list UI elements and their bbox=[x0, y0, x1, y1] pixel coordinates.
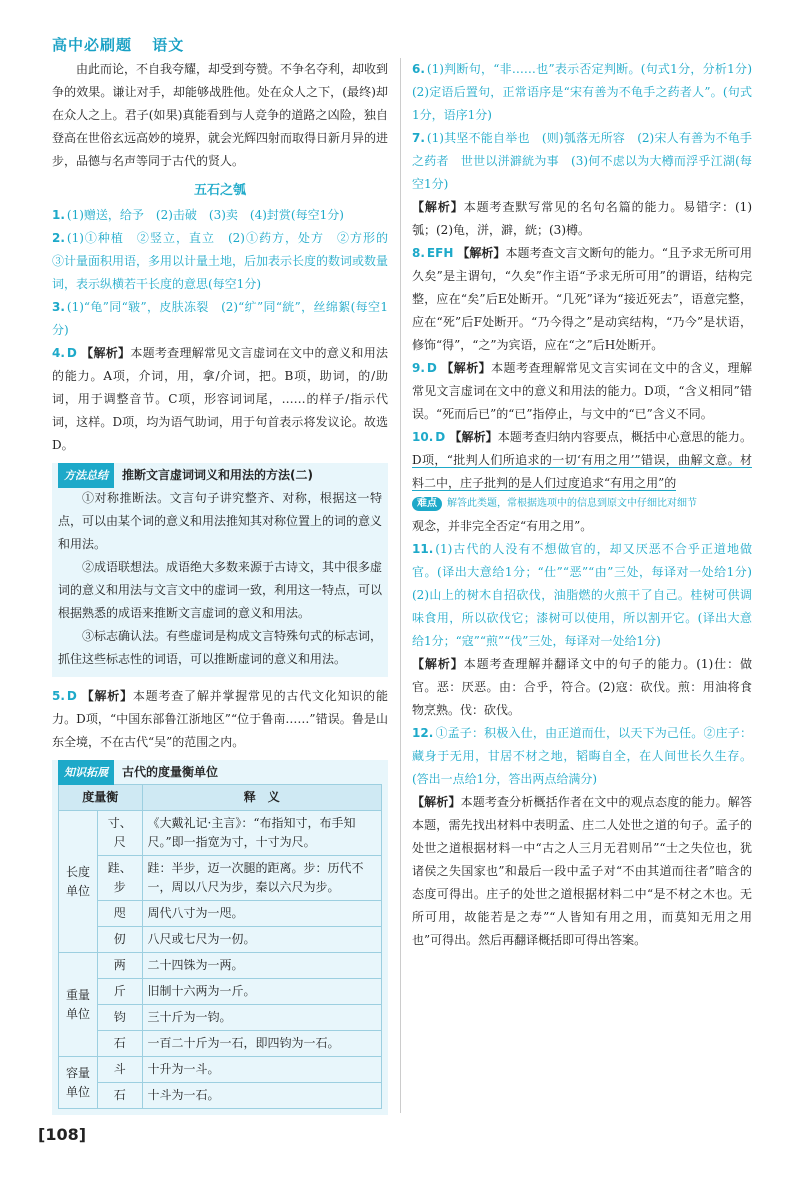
answer-q1: 1. (1)赠送，给予 (2)击破 (3)卖 (4)封赏(每空1分) bbox=[52, 208, 344, 222]
analysis-q11: 【解析】本题考查理解并翻译文中的句子的能力。(1)仕：做官。恶：厌恶。由：合乎，符合。(2)寇：砍伐。煎：用油将食物烹熟。伐：砍伐。 bbox=[412, 657, 752, 717]
answer-q11: 11. (1)古代的人没有不想做官的，却又厌恶不合乎正道地做官。(译出大意给1分；“仕”“恶”“由”三处，每译对一处给1分) (2)山上的树木自招砍伐，油脂燃的火煎干了自己。桂树可供调味食用，所以砍伐它；漆树可以使用，所以割开它。(译出大意给1分；“寇”“煎”“伐”三处，每译对一处给1分) bbox=[412, 542, 765, 648]
method-summary-box bbox=[52, 463, 388, 677]
method-badge: 方法总结 bbox=[58, 463, 114, 488]
group-name: 长度单位 bbox=[59, 811, 98, 953]
definition-cell: 旧制十六两为一斤。 bbox=[142, 979, 381, 1005]
group-name: 重量单位 bbox=[59, 953, 98, 1057]
unit-cell: 寸、尺 bbox=[98, 811, 143, 856]
unit-cell: 咫 bbox=[98, 901, 143, 927]
method-paragraph: ③标志确认法。有些虚词是构成文言特殊句式的标志词，抓住这些标志性的词语，可以推断虚词的意义和用法。 bbox=[58, 629, 383, 666]
table-header: 释 义 bbox=[142, 785, 381, 811]
group-name: 容量单位 bbox=[59, 1057, 98, 1109]
subject-title: 语文 bbox=[152, 36, 185, 54]
answer-q10: 10. D 【解析】本题考查归纳内容要点，概括中心意思的能力。D项，“批判人们所追求的一切‘有用之用’”错误，曲解文意。材料二中，庄子批判的是人们过度追求“有用之用”的 bbox=[412, 430, 752, 490]
unit-cell: 石 bbox=[98, 1083, 143, 1109]
knowledge-title: 古代的度量衡单位 bbox=[122, 764, 219, 779]
answer-q5: 5. D 【解析】本题考查了解并掌握常见的古代文化知识的能力。D项，“中国东部鲁江浙地区”“位于鲁南……”错误。鲁是山东全境，不在古代“吴”的范围之内。 bbox=[52, 689, 388, 749]
answer-q12: 12. ①孟子：积极入仕，由正道而仕，以天下为己任。②庄子：藏身于无用，甘居不材之地，韬晦自全，在人间世长久生存。(答出一点给1分，答出两点给满分) bbox=[412, 726, 752, 786]
method-title: 推断文言虚词词义和用法的方法(二) bbox=[122, 467, 313, 482]
tip-text: 解答此类题，常根据选项中的信息到原文中仔细比对细节 bbox=[447, 498, 697, 509]
method-paragraph: ②成语联想法。成语绝大多数来源于古诗文，其中很多虚词的意义和用法与文言文中的虚词一致，利用这一特点，可以根据熟悉的成语来推断文言虚词的意义和用法。 bbox=[58, 560, 383, 620]
definition-cell: 《大戴礼记·主言》：“布指知寸，布手知尺。”即一指宽为寸，十寸为尺。 bbox=[142, 811, 381, 856]
page-header bbox=[52, 34, 198, 55]
definition-cell: 十升为一斗。 bbox=[142, 1057, 381, 1083]
unit-cell: 钧 bbox=[98, 1005, 143, 1031]
left-column bbox=[52, 58, 401, 1123]
analysis-q7: 【解析】本题考查默写常见的名句名篇的能力。易错字：(1)瓠；(2)龟，洴，澼，絖；(3)樽。 bbox=[412, 200, 752, 237]
unit-cell: 石 bbox=[98, 1031, 143, 1057]
answer-q4: 4. D 【解析】本题考查理解常见文言虚词在文中的意义和用法的能力。A项，介词，用，拿/介词，把。B项，助词，的/助词，用于调整音节。C项，形容词词尾，……的样子/指示代词，这样。D项，均为语气助词，用于句首表示将发议论。故选D。 bbox=[52, 346, 388, 452]
table-header: 度量衡 bbox=[59, 785, 143, 811]
unit-cell: 斗 bbox=[98, 1057, 143, 1083]
knowledge-badge: 知识拓展 bbox=[58, 760, 114, 785]
answer-q2: 2. (1)①种植 ②竖立，直立 (2)①药方，处方 ②方形的 ③计量面积用语，多用以计量土地，后加表示长度的数词或数量词，表示纵横若干长度的意思(每空1分) bbox=[52, 231, 401, 291]
answer-q3: 3. (1)“龟”同“皲”，皮肤冻裂 (2)“纩”同“絖”，丝绵絮(每空1分) bbox=[52, 300, 388, 337]
definition-cell: 一百二十斤为一石，即四钧为一石。 bbox=[142, 1031, 381, 1057]
translation-paragraph: 由此而论，不自我夸耀，却受到夸赞。不争名夺利，却收到争的效果。谦让对手，却能够战胜他。处在众人之下，(最终)却在众人之上。君子(如果)真能看到与人竞争的道路之凶险，独自登高在世俗玄远高妙的境界，就会光辉四射而取得日新月异的进步，品德与名声等同于古代的贤人。 bbox=[52, 62, 389, 168]
definition-cell: 十斗为一石。 bbox=[142, 1083, 381, 1109]
unit-cell: 斤 bbox=[98, 979, 143, 1005]
answer-q10-continued: 观念，并非完全否定“有用之用”。 bbox=[412, 519, 593, 533]
knowledge-box bbox=[52, 760, 388, 1115]
definition-cell: 二十四铢为一两。 bbox=[142, 953, 381, 979]
definition-cell: 三十斤为一钧。 bbox=[142, 1005, 381, 1031]
difficulty-tip bbox=[412, 497, 752, 511]
answer-q9: 9. D 【解析】本题考查理解常见文言实词在文中的含义，理解常见文言虚词在文中的意义和用法的能力。D项，“含义相同”错误。“死而后已”的“已”指停止，与文中的“已”含义不同。 bbox=[412, 361, 752, 421]
method-paragraph: ①对称推断法。文言句子讲究整齐、对称，根据这一特点，可以由某个词的意义和用法推知其对称位置上的词的意义和用法。 bbox=[58, 491, 383, 551]
tip-badge: 难点 bbox=[412, 497, 442, 511]
definition-cell: 八尺或七尺为一仞。 bbox=[142, 927, 381, 953]
analysis-q12: 【解析】本题考查分析概括作者在文中的观点态度的能力。解答本题，需先找出材料中表明孟、庄二人处世之道的句子。孟子的处世之道根据材料一中“古之人三月无君则吊”“士之失位也，犹诸侯之失国家也”和最后一段中孟子对“不由其道而往者”暗含的态度可得出。庄子的处世之道根据材料二中“是不材之木也。无所可用，故能若是之寿”“人皆知有用之用，而莫知无用之用也”可得出。然后再翻译概括即可得出答案。 bbox=[412, 795, 752, 947]
answer-q8: 8. EFH 【解析】本题考查文言文断句的能力。“且予求无所可用久矣”是主谓句，“久矣”作主语“予求无所可用”的谓语，结构完整，应在“矣”后E处断开。“几死”译为“接近死去”，语意完整，应在“死”后F处断开。“乃今得之”是动宾结构，“乃今”是状语，修饰“得”，“之”为宾语，应在“之”后H处断开。 bbox=[412, 246, 752, 352]
column-divider bbox=[400, 58, 401, 1113]
unit-cell: 仞 bbox=[98, 927, 143, 953]
unit-cell: 两 bbox=[98, 953, 143, 979]
book-title: 高中必刷题 bbox=[52, 36, 133, 54]
right-column bbox=[412, 58, 765, 952]
measures-table bbox=[58, 784, 382, 1109]
answer-q7: 7. (1)其坚不能自举也 (则)瓠落无所容 (2)宋人有善为不龟手之药者 世世以洴澼絖为事 (3)何不虑以为大樽而浮乎江湖(每空1分) bbox=[412, 131, 752, 191]
section-title: 五石之瓠 bbox=[193, 183, 246, 198]
answer-q6: 6. (1)判断句，“非……也”表示否定判断。(句式1分，分析1分) (2)定语后置句，正常语序是“宋有善为不龟手之药者人”。(句式1分，语序1分) bbox=[412, 62, 765, 122]
page-number: [108] bbox=[38, 1125, 87, 1144]
definition-cell: 周代八寸为一咫。 bbox=[142, 901, 381, 927]
definition-cell: 跬：半步，迈一次腿的距离。步：历代不一，周以八尺为步，秦以六尺为步。 bbox=[142, 856, 381, 901]
unit-cell: 跬、步 bbox=[98, 856, 143, 901]
